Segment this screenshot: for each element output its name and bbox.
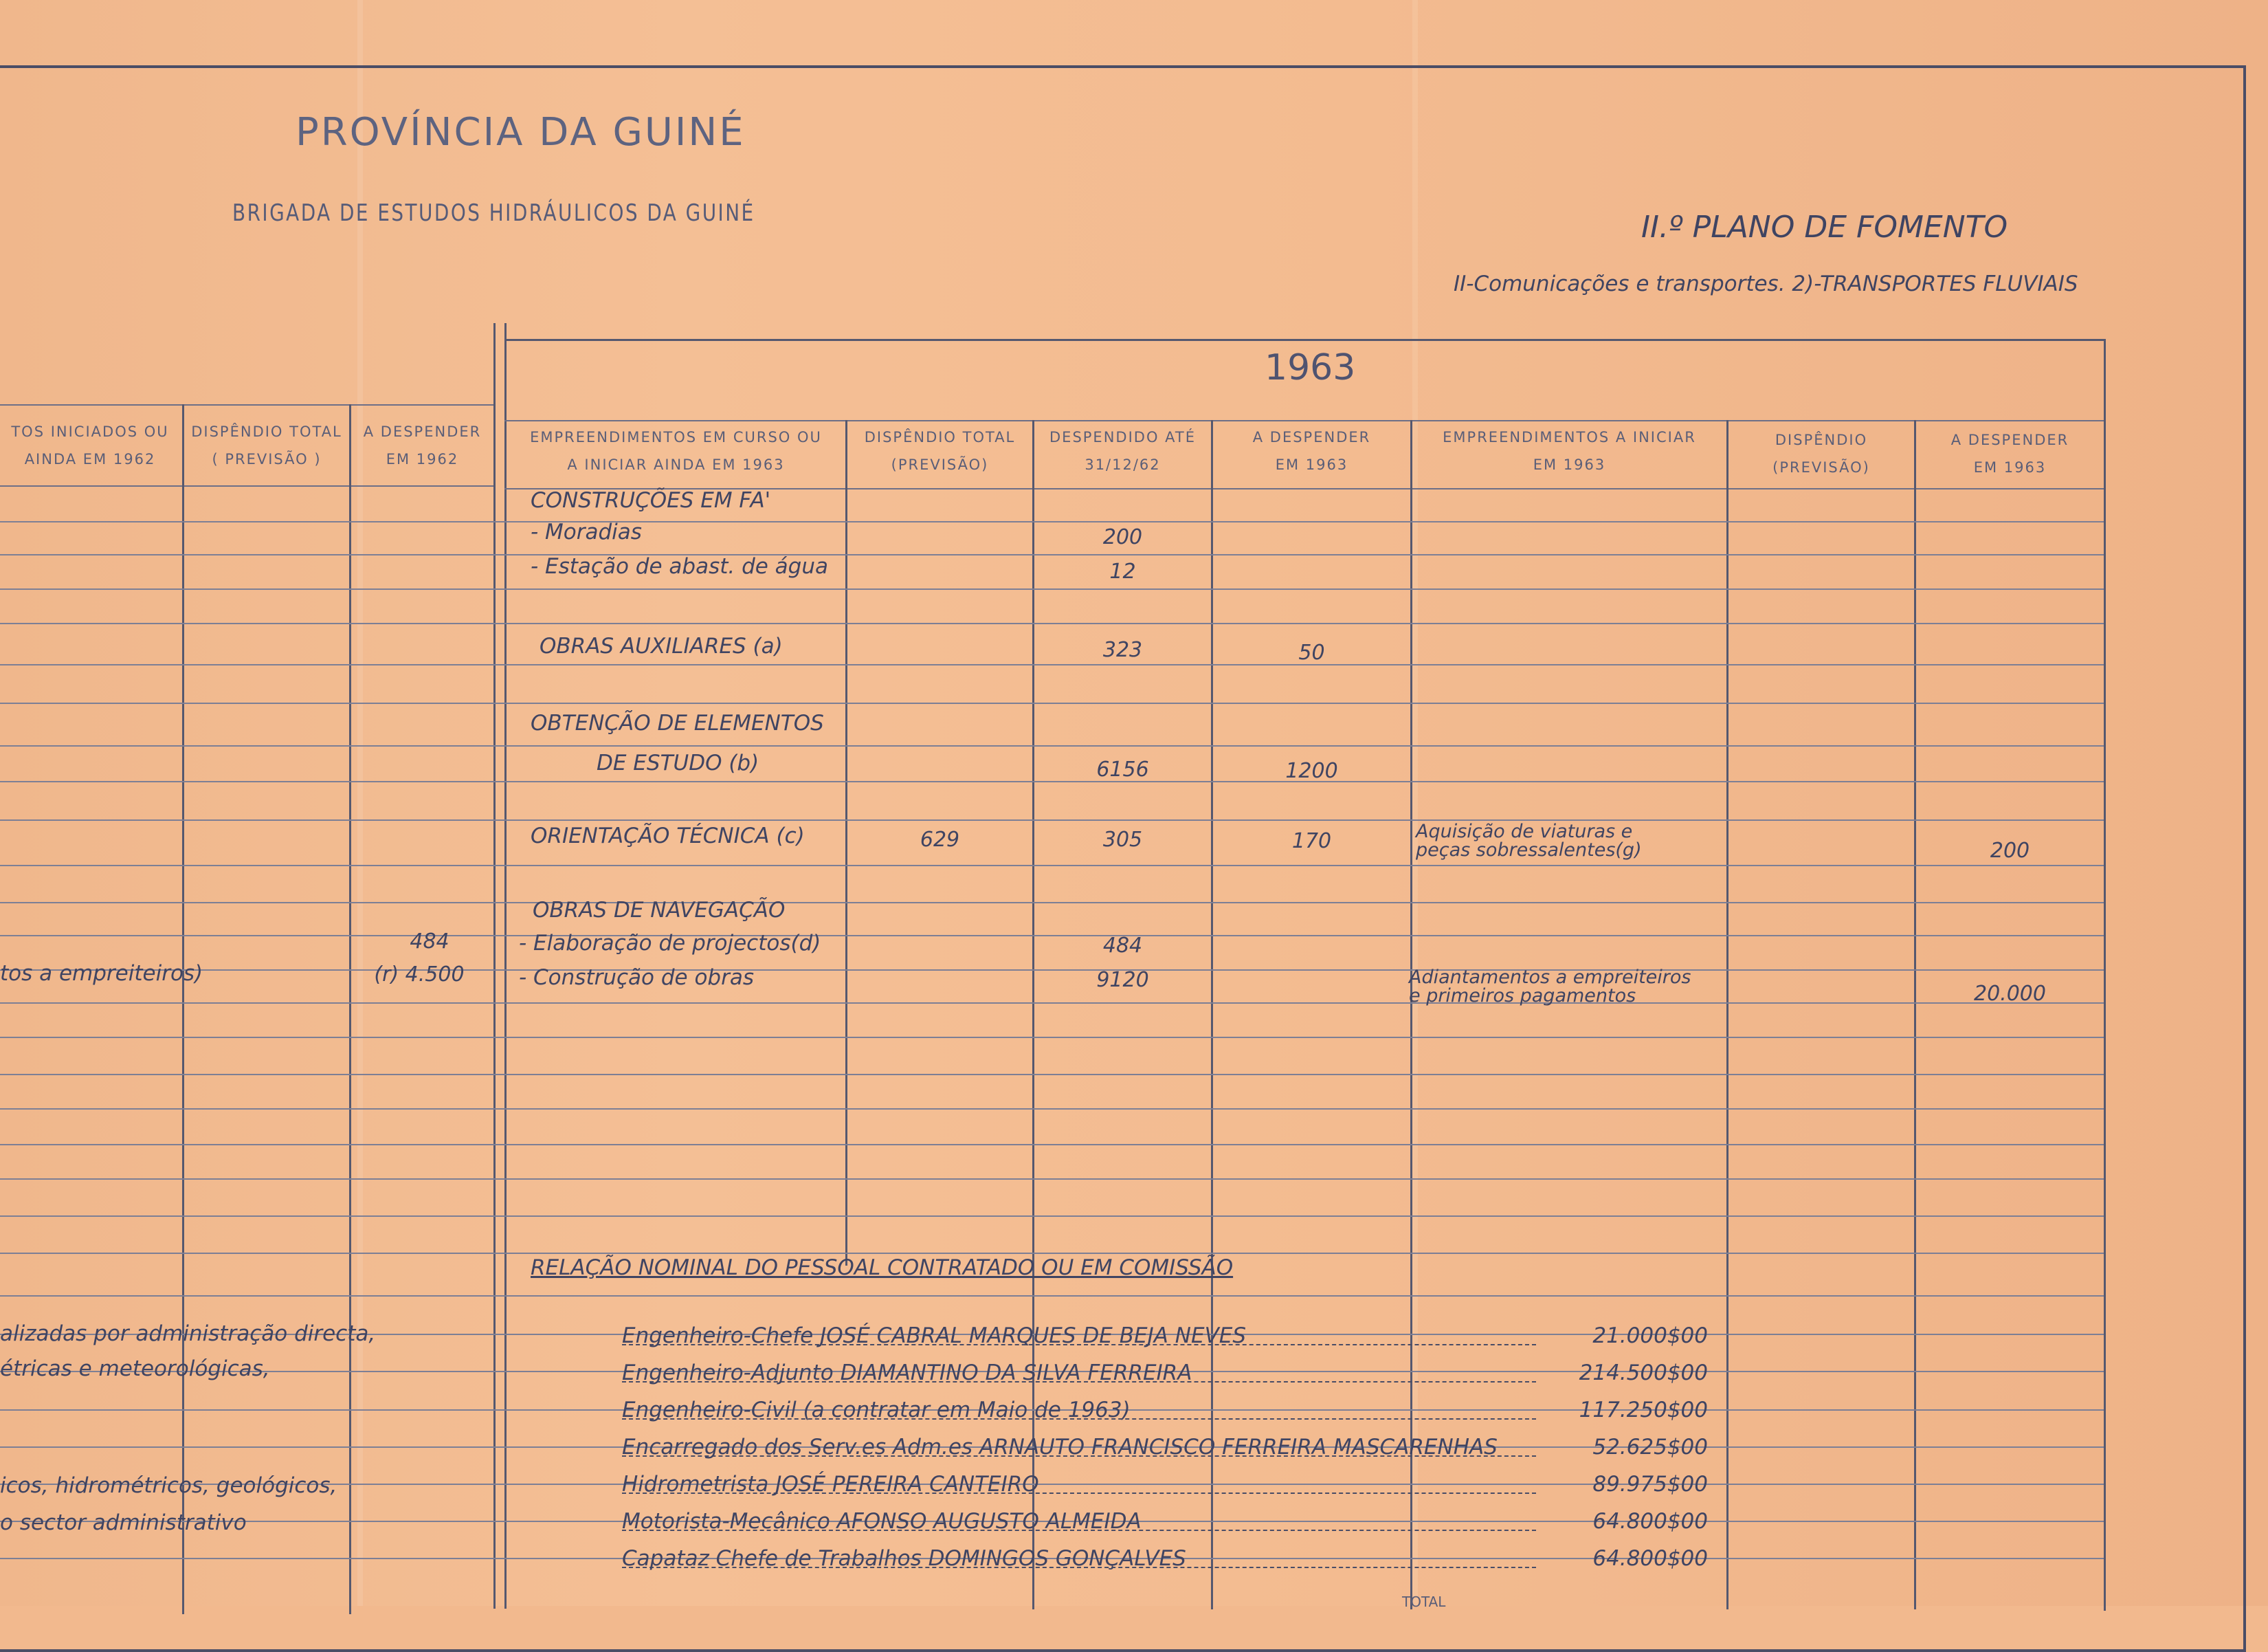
left-note-2: étricas e meteorológicas, (0, 1356, 270, 1381)
row-obtencao: OBTENÇÃO DE ELEMENTOS (531, 711, 824, 736)
ruled-line (0, 1295, 2104, 1297)
staff-amount: 89.975$00 (1592, 1472, 1708, 1497)
ruled-line (0, 819, 2104, 821)
header-total: DISPÊNDIO (PREVISÃO) (1772, 432, 1870, 476)
value-estudo-tospend: 1200 (1285, 759, 1338, 783)
staff-row (622, 1472, 1708, 1502)
staff-name: Engenheiro-Adjunto DIAMANTINO DA SILVA FERREIRA (622, 1361, 1192, 1385)
grid-line (1211, 420, 1213, 1609)
row-construcao-obras: - Construção de obras (519, 965, 754, 990)
plan-subtitle: II-Comunicações e transportes. 2)-TRANSPORTES FLUVIAIS (1454, 272, 2078, 296)
new-project-advances: Adiantamentos a empreiteiros e primeiros pagamentos (1409, 967, 1691, 1006)
grid-line (1032, 420, 1034, 1609)
staff-amount: 64.800$00 (1592, 1509, 1708, 1534)
value-obras-auxiliares-spent: 323 (1102, 638, 1143, 662)
grid-line (1726, 420, 1728, 1609)
ruled-line (0, 703, 2104, 704)
grid-line (504, 339, 2106, 341)
staff-row (622, 1361, 1708, 1391)
grid-line (182, 404, 184, 1614)
grid-line (349, 404, 351, 1614)
staff-name: Motorista-Mecânico AFONSO AUGUSTO ALMEIDA (622, 1509, 1142, 1534)
value-advances-tospend: 20.000 (1974, 982, 2046, 1006)
staff-name: Encarregado dos Serv.es Adm.es ARNAUTO FRANCISCO FERREIRA MASCARENHAS (622, 1435, 1498, 1460)
ruled-line (0, 1144, 2104, 1145)
brigade-title: BRIGADA DE ESTUDOS HIDRÁULICOS DA GUINÉ (232, 199, 755, 227)
staff-row (622, 1509, 1708, 1539)
header-projects-1963: EMPREENDIMENTOS EM CURSO OU A INICIAR AINDA EM 1963 (530, 429, 822, 473)
left-header-total: DISPÊNDIO TOTAL ( PREVISÃO ) (191, 423, 342, 467)
ruled-line (0, 1037, 2104, 1038)
ruled-line (0, 1253, 2104, 1254)
grid-line (1914, 420, 1916, 1609)
left-value-484: 484 (410, 929, 449, 954)
plan-title: II.º PLANO DE FOMENTO (1641, 210, 2008, 245)
left-note-4: o sector administrativo (0, 1510, 247, 1535)
bottom-fragment: TOTAL (1402, 1594, 1446, 1610)
left-note-1: alizadas por administração directa, (0, 1321, 376, 1346)
value-orientacao-spent: 305 (1102, 828, 1143, 852)
header-spent-until: DESPENDIDO ATÉ 31/12/62 (1049, 429, 1196, 473)
ruled-line (0, 1215, 2104, 1217)
staff-name: Engenheiro-Chefe JOSÉ CABRAL MARQUES DE BEJA NEVES (622, 1323, 1247, 1348)
row-obras-navegacao: OBRAS DE NAVEGAÇÃO (533, 898, 786, 923)
grid-line (0, 404, 493, 406)
left-contractors-fragment: tos a empreiteiros) (0, 961, 203, 986)
ruled-line (0, 554, 2104, 555)
grid-line (493, 323, 496, 1609)
staff-name: Capataz Chefe de Trabalhos DOMINGOS GONÇALVES (622, 1546, 1186, 1571)
grid-line (504, 420, 2106, 421)
ruled-line (0, 623, 2104, 624)
staff-name: Engenheiro-Civil (a contratar em Maio de 1963) (622, 1398, 1131, 1422)
value-moradias: 200 (1102, 525, 1143, 549)
header-total-forecast: DISPÊNDIO TOTAL (PREVISÃO) (864, 429, 1016, 473)
ruled-line (0, 664, 2104, 665)
grid-line (2104, 339, 2106, 1611)
staff-amount: 21.000$00 (1592, 1323, 1708, 1348)
ruled-line (0, 902, 2104, 903)
ruled-line (0, 588, 2104, 590)
staff-amount: 117.250$00 (1579, 1398, 1708, 1422)
row-orientacao: ORIENTAÇÃO TÉCNICA (c) (531, 824, 805, 848)
ruled-line (0, 521, 2104, 522)
value-orientacao-tospend: 170 (1291, 829, 1332, 853)
ruled-line (0, 1074, 2104, 1075)
staff-row (622, 1435, 1708, 1465)
value-elaboracao-spent: 484 (1102, 934, 1143, 958)
value-construcao-spent: 9120 (1096, 968, 1149, 992)
row-obras-auxiliares: OBRAS AUXILIARES (a) (540, 634, 783, 659)
left-value-4500: (r) 4.500 (374, 962, 465, 987)
value-obras-auxiliares-tospend: 50 (1298, 641, 1325, 665)
value-vehicles-tospend: 200 (1990, 839, 2030, 863)
row-construcoes: CONSTRUÇÕES EM FA' (531, 488, 771, 513)
grid-line (1410, 420, 1412, 1609)
row-elaboracao: - Elaboração de projectos(d) (519, 931, 821, 956)
row-estacao: - Estação de abast. de água (531, 554, 829, 579)
staff-row (622, 1398, 1708, 1428)
ruled-line (0, 865, 2104, 866)
new-project-vehicles: Aquisição de viaturas e peças sobressalentes(g) (1416, 821, 1642, 861)
value-estudo-spent: 6156 (1096, 758, 1149, 782)
province-title: PROVÍNCIA DA GUINÉ (296, 110, 746, 155)
staff-amount: 64.800$00 (1592, 1546, 1708, 1571)
staff-list-title: RELAÇÃO NOMINAL DO PESSOAL CONTRATADO OU EM COMISSÃO (531, 1255, 1234, 1280)
header-to-spend-right: A DESPENDER EM 1963 (1950, 432, 2069, 476)
grid-line (504, 323, 507, 1609)
staff-row (622, 1323, 1708, 1354)
staff-name: Hidrometrista JOSÉ PEREIRA CANTEIRO (622, 1472, 1039, 1497)
value-estacao: 12 (1109, 560, 1136, 584)
header-projects-to-start: EMPREENDIMENTOS A INICIAR EM 1963 (1443, 429, 1696, 473)
row-de-estudo: DE ESTUDO (b) (597, 751, 759, 775)
ruled-line (0, 745, 2104, 747)
ruled-line (0, 1108, 2104, 1110)
ruled-line (0, 1002, 2104, 1004)
ruled-line (0, 1178, 2104, 1180)
year-heading: 1963 (1265, 347, 1356, 388)
header-to-spend-1963: A DESPENDER EM 1963 (1252, 429, 1371, 473)
left-note-3: icos, hidrométricos, geológicos, (0, 1473, 337, 1498)
grid-line (0, 485, 493, 487)
left-header-projects: TOS INICIADOS OU AINDA EM 1962 (11, 423, 169, 467)
staff-amount: 52.625$00 (1592, 1435, 1708, 1460)
staff-row (622, 1546, 1708, 1576)
row-moradias: - Moradias (531, 520, 642, 544)
staff-amount: 214.500$00 (1579, 1361, 1708, 1385)
value-orientacao-total: 629 (920, 828, 960, 852)
left-header-to-spend: A DESPENDER EM 1962 (363, 423, 482, 467)
